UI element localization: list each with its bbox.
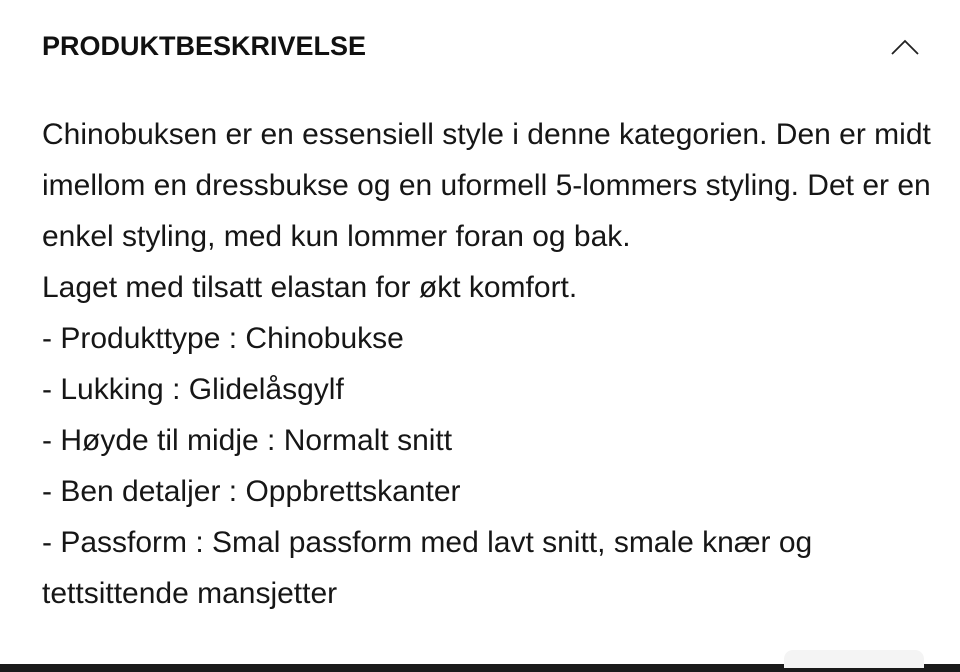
description-intro: Chinobuksen er en essensiell style i denne kategorien. Den er midt imellom en dressbukse og en uformell 5-lommers styling. Det er en enkel styling, med kun lommer foran og bak. xyxy=(42,118,931,253)
spec-list xyxy=(42,313,932,619)
spec-item: - Lukking : Glidelåsgylf xyxy=(42,373,344,406)
spec-item: - Produkttype : Chinobukse xyxy=(42,322,404,355)
spec-item: - Passform : Smal passform med lavt snitt, smale knær og tettsittende mansjetter xyxy=(42,526,813,610)
chevron-up-icon xyxy=(890,38,920,56)
bottom-handle xyxy=(784,650,924,668)
description-material-note: Laget med tilsatt elastan for økt komfort. xyxy=(42,271,578,304)
bottom-bar xyxy=(0,664,960,672)
section-header[interactable] xyxy=(0,0,960,100)
spec-item: - Høyde til midje : Normalt snitt xyxy=(42,424,453,457)
section-title: PRODUKTBESKRIVELSE xyxy=(42,31,367,61)
product-description xyxy=(42,109,932,619)
collapse-toggle-button[interactable] xyxy=(880,28,928,68)
spec-item: - Ben detaljer : Oppbrettskanter xyxy=(42,475,461,508)
